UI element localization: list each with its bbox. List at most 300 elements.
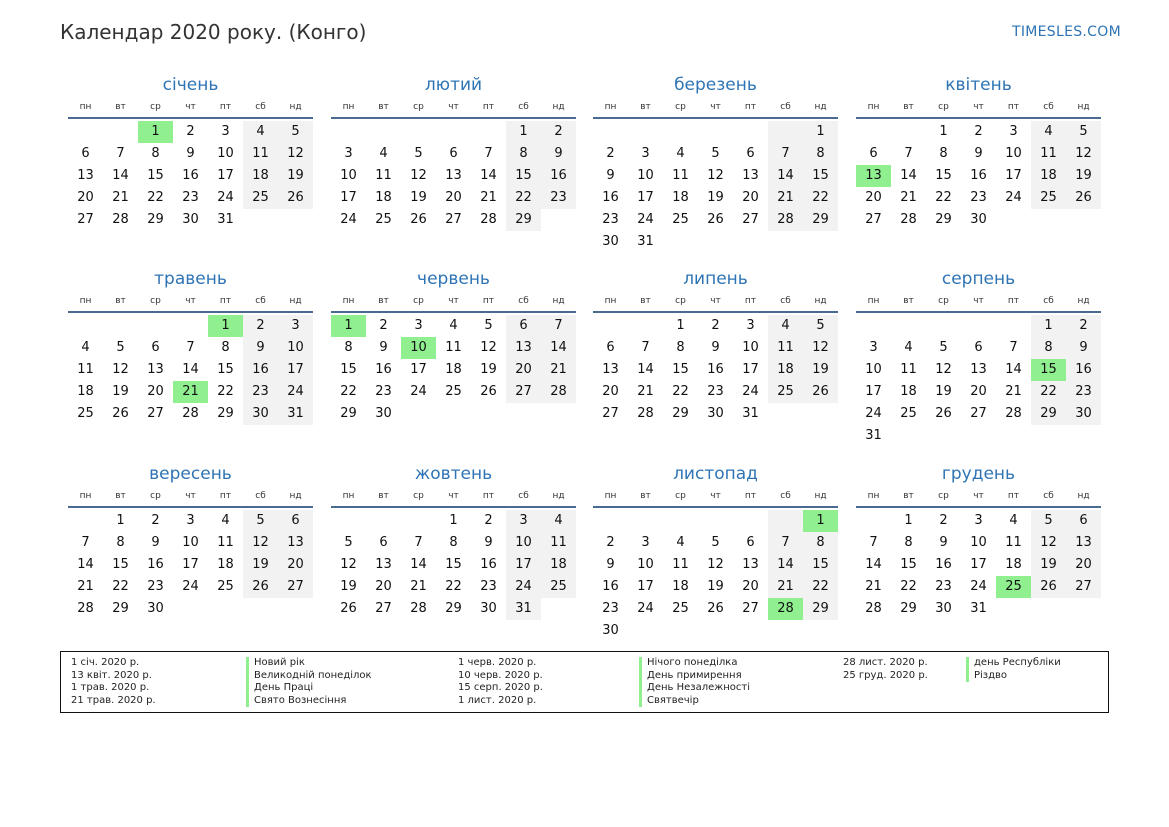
empty-cell (401, 510, 436, 532)
month-5 (68, 268, 313, 425)
day-cell: 3 (1009, 124, 1018, 139)
empty-cell (628, 510, 663, 532)
day-cell: 6 (379, 535, 388, 550)
day-cell: 27 (445, 212, 462, 227)
day-cell: 5 (711, 535, 720, 550)
day-cell: 23 (970, 190, 987, 205)
day-cell: 23 (243, 381, 278, 403)
legend-holiday-name: День Незалежності (639, 682, 750, 695)
day-cell: 4 (81, 340, 90, 355)
weekday-label: вт (378, 102, 389, 112)
day-cell: 22 (900, 579, 917, 594)
day-cell: 16 (541, 165, 576, 187)
weekday-header (331, 101, 576, 119)
day-cell: 21 (768, 187, 803, 209)
day-cell: 24 (637, 601, 654, 616)
empty-cell (331, 510, 366, 532)
day-cell: 29 (217, 406, 234, 421)
day-cell: 21 (112, 190, 129, 205)
month-12 (856, 463, 1101, 620)
day-cell: 10 (970, 535, 987, 550)
day-cell: 22 (1031, 381, 1066, 403)
empty-cell (926, 315, 961, 337)
weekday-label: нд (552, 296, 565, 306)
day-cell: 9 (484, 535, 493, 550)
legend-date: 1 черв. 2020 р. (458, 657, 537, 668)
day-cell: 3 (974, 513, 983, 528)
day-cell: 21 (865, 579, 882, 594)
day-cell: 2 (939, 513, 948, 528)
day-cell: 31 (217, 212, 234, 227)
day-grid (68, 121, 313, 231)
day-cell: 4 (1031, 121, 1066, 143)
holiday-day: 25 (996, 576, 1031, 598)
day-cell: 20 (742, 579, 759, 594)
day-cell: 20 (77, 190, 94, 205)
day-cell: 8 (676, 340, 685, 355)
day-cell: 16 (147, 557, 164, 572)
day-cell: 20 (147, 384, 164, 399)
day-cell: 2 (711, 318, 720, 333)
day-cell: 20 (375, 579, 392, 594)
legend-holiday-name: Свято Вознесіння (246, 695, 346, 708)
day-cell: 7 (116, 146, 125, 161)
day-cell: 20 (278, 554, 313, 576)
weekday-label: сб (518, 296, 529, 306)
weekday-label: сб (255, 296, 266, 306)
day-cell: 26 (1066, 187, 1101, 209)
day-cell: 4 (379, 146, 388, 161)
weekday-label: пт (1007, 491, 1020, 501)
day-cell: 3 (278, 315, 313, 337)
day-cell: 12 (707, 168, 724, 183)
day-cell: 21 (768, 576, 803, 598)
day-cell: 21 (410, 579, 427, 594)
legend-holiday-name: Різдво (966, 670, 1007, 683)
weekday-label: пт (1007, 296, 1020, 306)
day-cell: 4 (221, 513, 230, 528)
legend-date: 13 квіт. 2020 р. (71, 669, 152, 681)
weekday-label: пн (867, 491, 880, 501)
day-cell: 17 (506, 554, 541, 576)
weekday-header (68, 295, 313, 313)
day-cell: 18 (1005, 557, 1022, 572)
day-cell: 26 (112, 406, 129, 421)
day-cell: 2 (379, 318, 388, 333)
day-cell: 29 (340, 406, 357, 421)
weekday-label: чт (973, 491, 984, 501)
day-cell: 7 (541, 315, 576, 337)
day-cell: 3 (506, 510, 541, 532)
day-cell: 15 (803, 165, 838, 187)
day-cell: 27 (742, 601, 759, 616)
weekday-header (593, 295, 838, 313)
day-cell: 23 (602, 212, 619, 227)
weekday-label: пн (79, 491, 92, 501)
day-cell: 29 (147, 212, 164, 227)
month-11 (593, 463, 838, 642)
month-3 (593, 74, 838, 253)
day-cell: 6 (606, 340, 615, 355)
empty-cell (891, 121, 926, 143)
day-cell: 5 (278, 121, 313, 143)
day-cell: 11 (672, 168, 689, 183)
day-cell: 29 (900, 601, 917, 616)
weekday-label: чт (710, 296, 721, 306)
day-cell: 6 (869, 146, 878, 161)
day-cell: 17 (278, 359, 313, 381)
day-cell: 24 (182, 579, 199, 594)
weekday-label: вт (115, 491, 126, 501)
day-cell: 24 (637, 212, 654, 227)
weekday-label: чт (973, 296, 984, 306)
day-cell: 19 (410, 190, 427, 205)
day-cell: 14 (541, 337, 576, 359)
legend-date: 21 трав. 2020 р. (71, 694, 156, 706)
day-cell: 19 (480, 362, 497, 377)
day-cell: 15 (112, 557, 129, 572)
weekday-label: пт (482, 102, 495, 112)
weekday-label: сб (1043, 102, 1054, 112)
weekday-label: пн (604, 102, 617, 112)
day-cell: 27 (970, 406, 987, 421)
day-cell: 18 (672, 579, 689, 594)
day-grid (331, 510, 576, 620)
weekday-label: пн (342, 491, 355, 501)
day-cell: 19 (1066, 165, 1101, 187)
day-cell: 7 (904, 146, 913, 161)
day-cell: 10 (182, 535, 199, 550)
day-cell: 7 (768, 532, 803, 554)
day-cell: 4 (1009, 513, 1018, 528)
day-cell: 15 (900, 557, 917, 572)
day-cell: 2 (974, 124, 983, 139)
legend-holiday-name: Великодній понеділок (246, 670, 372, 683)
day-cell: 28 (1005, 406, 1022, 421)
day-cell: 14 (480, 168, 497, 183)
day-grid (593, 315, 838, 425)
day-cell: 8 (803, 532, 838, 554)
day-cell: 6 (974, 340, 983, 355)
empty-cell (733, 121, 768, 143)
weekday-label: пт (219, 296, 232, 306)
weekday-label: чт (710, 102, 721, 112)
weekday-label: сб (780, 102, 791, 112)
day-cell: 24 (217, 190, 234, 205)
day-cell: 18 (672, 190, 689, 205)
day-cell: 18 (900, 384, 917, 399)
day-cell: 31 (865, 428, 882, 443)
day-cell: 8 (803, 143, 838, 165)
day-cell: 19 (243, 554, 278, 576)
day-cell: 10 (637, 168, 654, 183)
day-cell: 1 (803, 121, 838, 143)
day-cell: 7 (1009, 340, 1018, 355)
day-cell: 22 (112, 579, 129, 594)
weekday-label: сб (255, 102, 266, 112)
day-cell: 23 (602, 601, 619, 616)
month-name: жовтень (414, 464, 493, 484)
day-cell: 16 (707, 362, 724, 377)
holiday-day: 21 (173, 381, 208, 403)
day-cell: 17 (1005, 168, 1022, 183)
day-cell: 8 (221, 340, 230, 355)
weekday-label: ср (150, 491, 161, 501)
day-cell: 18 (217, 557, 234, 572)
legend-date: 28 лист. 2020 р. (843, 657, 928, 668)
day-cell: 26 (1031, 576, 1066, 598)
empty-cell (68, 315, 103, 337)
day-cell: 15 (217, 362, 234, 377)
day-cell: 2 (484, 513, 493, 528)
day-cell: 11 (77, 362, 94, 377)
day-cell: 13 (742, 168, 759, 183)
day-cell: 8 (506, 143, 541, 165)
day-cell: 3 (641, 535, 650, 550)
day-cell: 3 (344, 146, 353, 161)
day-cell: 23 (375, 384, 392, 399)
day-cell: 29 (803, 209, 838, 231)
day-cell: 30 (1066, 403, 1101, 425)
weekday-label: нд (1077, 102, 1090, 112)
day-cell: 16 (243, 359, 278, 381)
day-cell: 12 (480, 340, 497, 355)
day-grid (593, 510, 838, 642)
site-link[interactable]: TIMESLES.COM (1012, 24, 1121, 40)
month-name: вересень (149, 464, 232, 484)
day-cell: 1 (449, 513, 458, 528)
day-cell: 2 (541, 121, 576, 143)
day-cell: 29 (1031, 403, 1066, 425)
day-cell: 2 (186, 124, 195, 139)
day-cell: 15 (147, 168, 164, 183)
day-cell: 22 (445, 579, 462, 594)
weekday-label: пт (744, 491, 757, 501)
weekday-label: вт (378, 491, 389, 501)
weekday-label: пт (219, 102, 232, 112)
holiday-day: 15 (1031, 359, 1066, 381)
day-cell: 26 (410, 212, 427, 227)
day-cell: 3 (869, 340, 878, 355)
empty-cell (173, 315, 208, 337)
weekday-header (856, 295, 1101, 313)
day-cell: 13 (445, 168, 462, 183)
day-cell: 25 (900, 406, 917, 421)
month-name: березень (674, 75, 757, 95)
day-cell: 28 (637, 406, 654, 421)
weekday-label: ср (413, 102, 424, 112)
day-cell: 24 (970, 579, 987, 594)
weekday-label: сб (1043, 491, 1054, 501)
day-cell: 28 (112, 212, 129, 227)
empty-cell (366, 121, 401, 143)
page-title: Календар 2020 року. (Конго) (60, 20, 367, 44)
weekday-label: сб (518, 491, 529, 501)
day-cell: 24 (278, 381, 313, 403)
day-cell: 7 (484, 146, 493, 161)
day-cell: 17 (742, 362, 759, 377)
day-cell: 28 (865, 601, 882, 616)
day-cell: 17 (970, 557, 987, 572)
weekday-label: пн (867, 102, 880, 112)
weekday-label: чт (710, 491, 721, 501)
day-cell: 23 (147, 579, 164, 594)
day-cell: 16 (182, 168, 199, 183)
weekday-header (68, 490, 313, 508)
empty-cell (961, 315, 996, 337)
day-cell: 30 (147, 601, 164, 616)
empty-cell (733, 510, 768, 532)
day-cell: 2 (1066, 315, 1101, 337)
day-cell: 23 (541, 187, 576, 209)
day-cell: 9 (243, 337, 278, 359)
day-cell: 27 (602, 406, 619, 421)
day-cell: 4 (243, 121, 278, 143)
legend-date: 15 серп. 2020 р. (458, 682, 543, 694)
day-cell: 13 (970, 362, 987, 377)
day-cell: 6 (506, 315, 541, 337)
weekday-label: ср (150, 296, 161, 306)
day-cell: 3 (641, 146, 650, 161)
day-cell: 13 (506, 337, 541, 359)
empty-cell (768, 510, 803, 532)
day-cell: 23 (1066, 381, 1101, 403)
day-grid (856, 510, 1101, 620)
day-cell: 1 (676, 318, 685, 333)
day-grid (331, 121, 576, 231)
day-cell: 17 (410, 362, 427, 377)
month-name: лютий (424, 75, 483, 95)
day-cell: 2 (606, 146, 615, 161)
day-cell: 15 (935, 168, 952, 183)
day-cell: 26 (803, 381, 838, 403)
day-cell: 29 (112, 601, 129, 616)
day-cell: 9 (379, 340, 388, 355)
day-cell: 1 (1031, 315, 1066, 337)
weekday-label: пт (744, 296, 757, 306)
day-cell: 27 (278, 576, 313, 598)
empty-cell (593, 121, 628, 143)
holiday-day: 10 (401, 337, 436, 359)
day-cell: 22 (340, 384, 357, 399)
day-cell: 28 (768, 209, 803, 231)
day-cell: 3 (414, 318, 423, 333)
day-cell: 18 (1031, 165, 1066, 187)
day-cell: 10 (1005, 146, 1022, 161)
day-cell: 22 (803, 576, 838, 598)
day-cell: 17 (637, 579, 654, 594)
day-cell: 22 (803, 187, 838, 209)
day-cell: 4 (768, 315, 803, 337)
weekday-label: вт (903, 102, 914, 112)
month-name: липень (683, 269, 748, 289)
weekday-header (593, 490, 838, 508)
day-cell: 10 (506, 532, 541, 554)
day-cell: 15 (506, 165, 541, 187)
day-cell: 20 (506, 359, 541, 381)
day-cell: 16 (602, 579, 619, 594)
day-cell: 29 (803, 598, 838, 620)
day-cell: 12 (935, 362, 952, 377)
day-cell: 7 (869, 535, 878, 550)
day-cell: 25 (1031, 187, 1066, 209)
day-cell: 28 (77, 601, 94, 616)
day-cell: 14 (900, 168, 917, 183)
weekday-header (68, 101, 313, 119)
day-cell: 18 (243, 165, 278, 187)
day-cell: 10 (865, 362, 882, 377)
empty-cell (698, 510, 733, 532)
weekday-label: пн (79, 296, 92, 306)
empty-cell (138, 315, 173, 337)
weekday-label: чт (448, 491, 459, 501)
weekday-label: нд (289, 296, 302, 306)
day-cell: 20 (970, 384, 987, 399)
legend-holiday-name: день Республіки (966, 657, 1061, 670)
day-cell: 9 (974, 146, 983, 161)
day-cell: 17 (182, 557, 199, 572)
day-cell: 6 (278, 510, 313, 532)
day-cell: 30 (375, 406, 392, 421)
day-cell: 15 (803, 554, 838, 576)
day-grid (856, 121, 1101, 231)
day-cell: 14 (865, 557, 882, 572)
empty-cell (331, 121, 366, 143)
day-cell: 24 (742, 384, 759, 399)
day-cell: 20 (602, 384, 619, 399)
day-cell: 26 (278, 187, 313, 209)
day-cell: 1 (506, 121, 541, 143)
day-cell: 24 (340, 212, 357, 227)
day-cell: 20 (865, 190, 882, 205)
day-cell: 8 (449, 535, 458, 550)
day-cell: 13 (1066, 532, 1101, 554)
day-cell: 16 (1066, 359, 1101, 381)
day-cell: 7 (768, 143, 803, 165)
holiday-day: 1 (208, 315, 243, 337)
legend-date: 25 груд. 2020 р. (843, 669, 928, 681)
day-cell: 9 (1066, 337, 1101, 359)
weekday-label: ср (675, 296, 686, 306)
day-cell: 6 (1066, 510, 1101, 532)
day-cell: 21 (637, 384, 654, 399)
weekday-label: ср (150, 102, 161, 112)
weekday-label: нд (289, 102, 302, 112)
day-grid (68, 315, 313, 425)
day-cell: 22 (935, 190, 952, 205)
empty-cell (996, 315, 1031, 337)
day-cell: 13 (77, 168, 94, 183)
day-cell: 27 (77, 212, 94, 227)
day-cell: 10 (742, 340, 759, 355)
day-cell: 19 (707, 579, 724, 594)
weekday-label: пн (604, 296, 617, 306)
day-cell: 31 (637, 234, 654, 249)
day-cell: 13 (278, 532, 313, 554)
day-cell: 5 (711, 146, 720, 161)
weekday-label: ср (938, 102, 949, 112)
holiday-day: 1 (331, 315, 366, 337)
month-name: січень (162, 75, 219, 95)
day-cell: 11 (1005, 535, 1022, 550)
weekday-label: вт (903, 491, 914, 501)
day-grid (68, 510, 313, 620)
weekday-label: сб (518, 102, 529, 112)
day-cell: 27 (865, 212, 882, 227)
legend-holiday-name: Святвечір (639, 695, 699, 708)
day-cell: 22 (217, 384, 234, 399)
empty-cell (68, 510, 103, 532)
